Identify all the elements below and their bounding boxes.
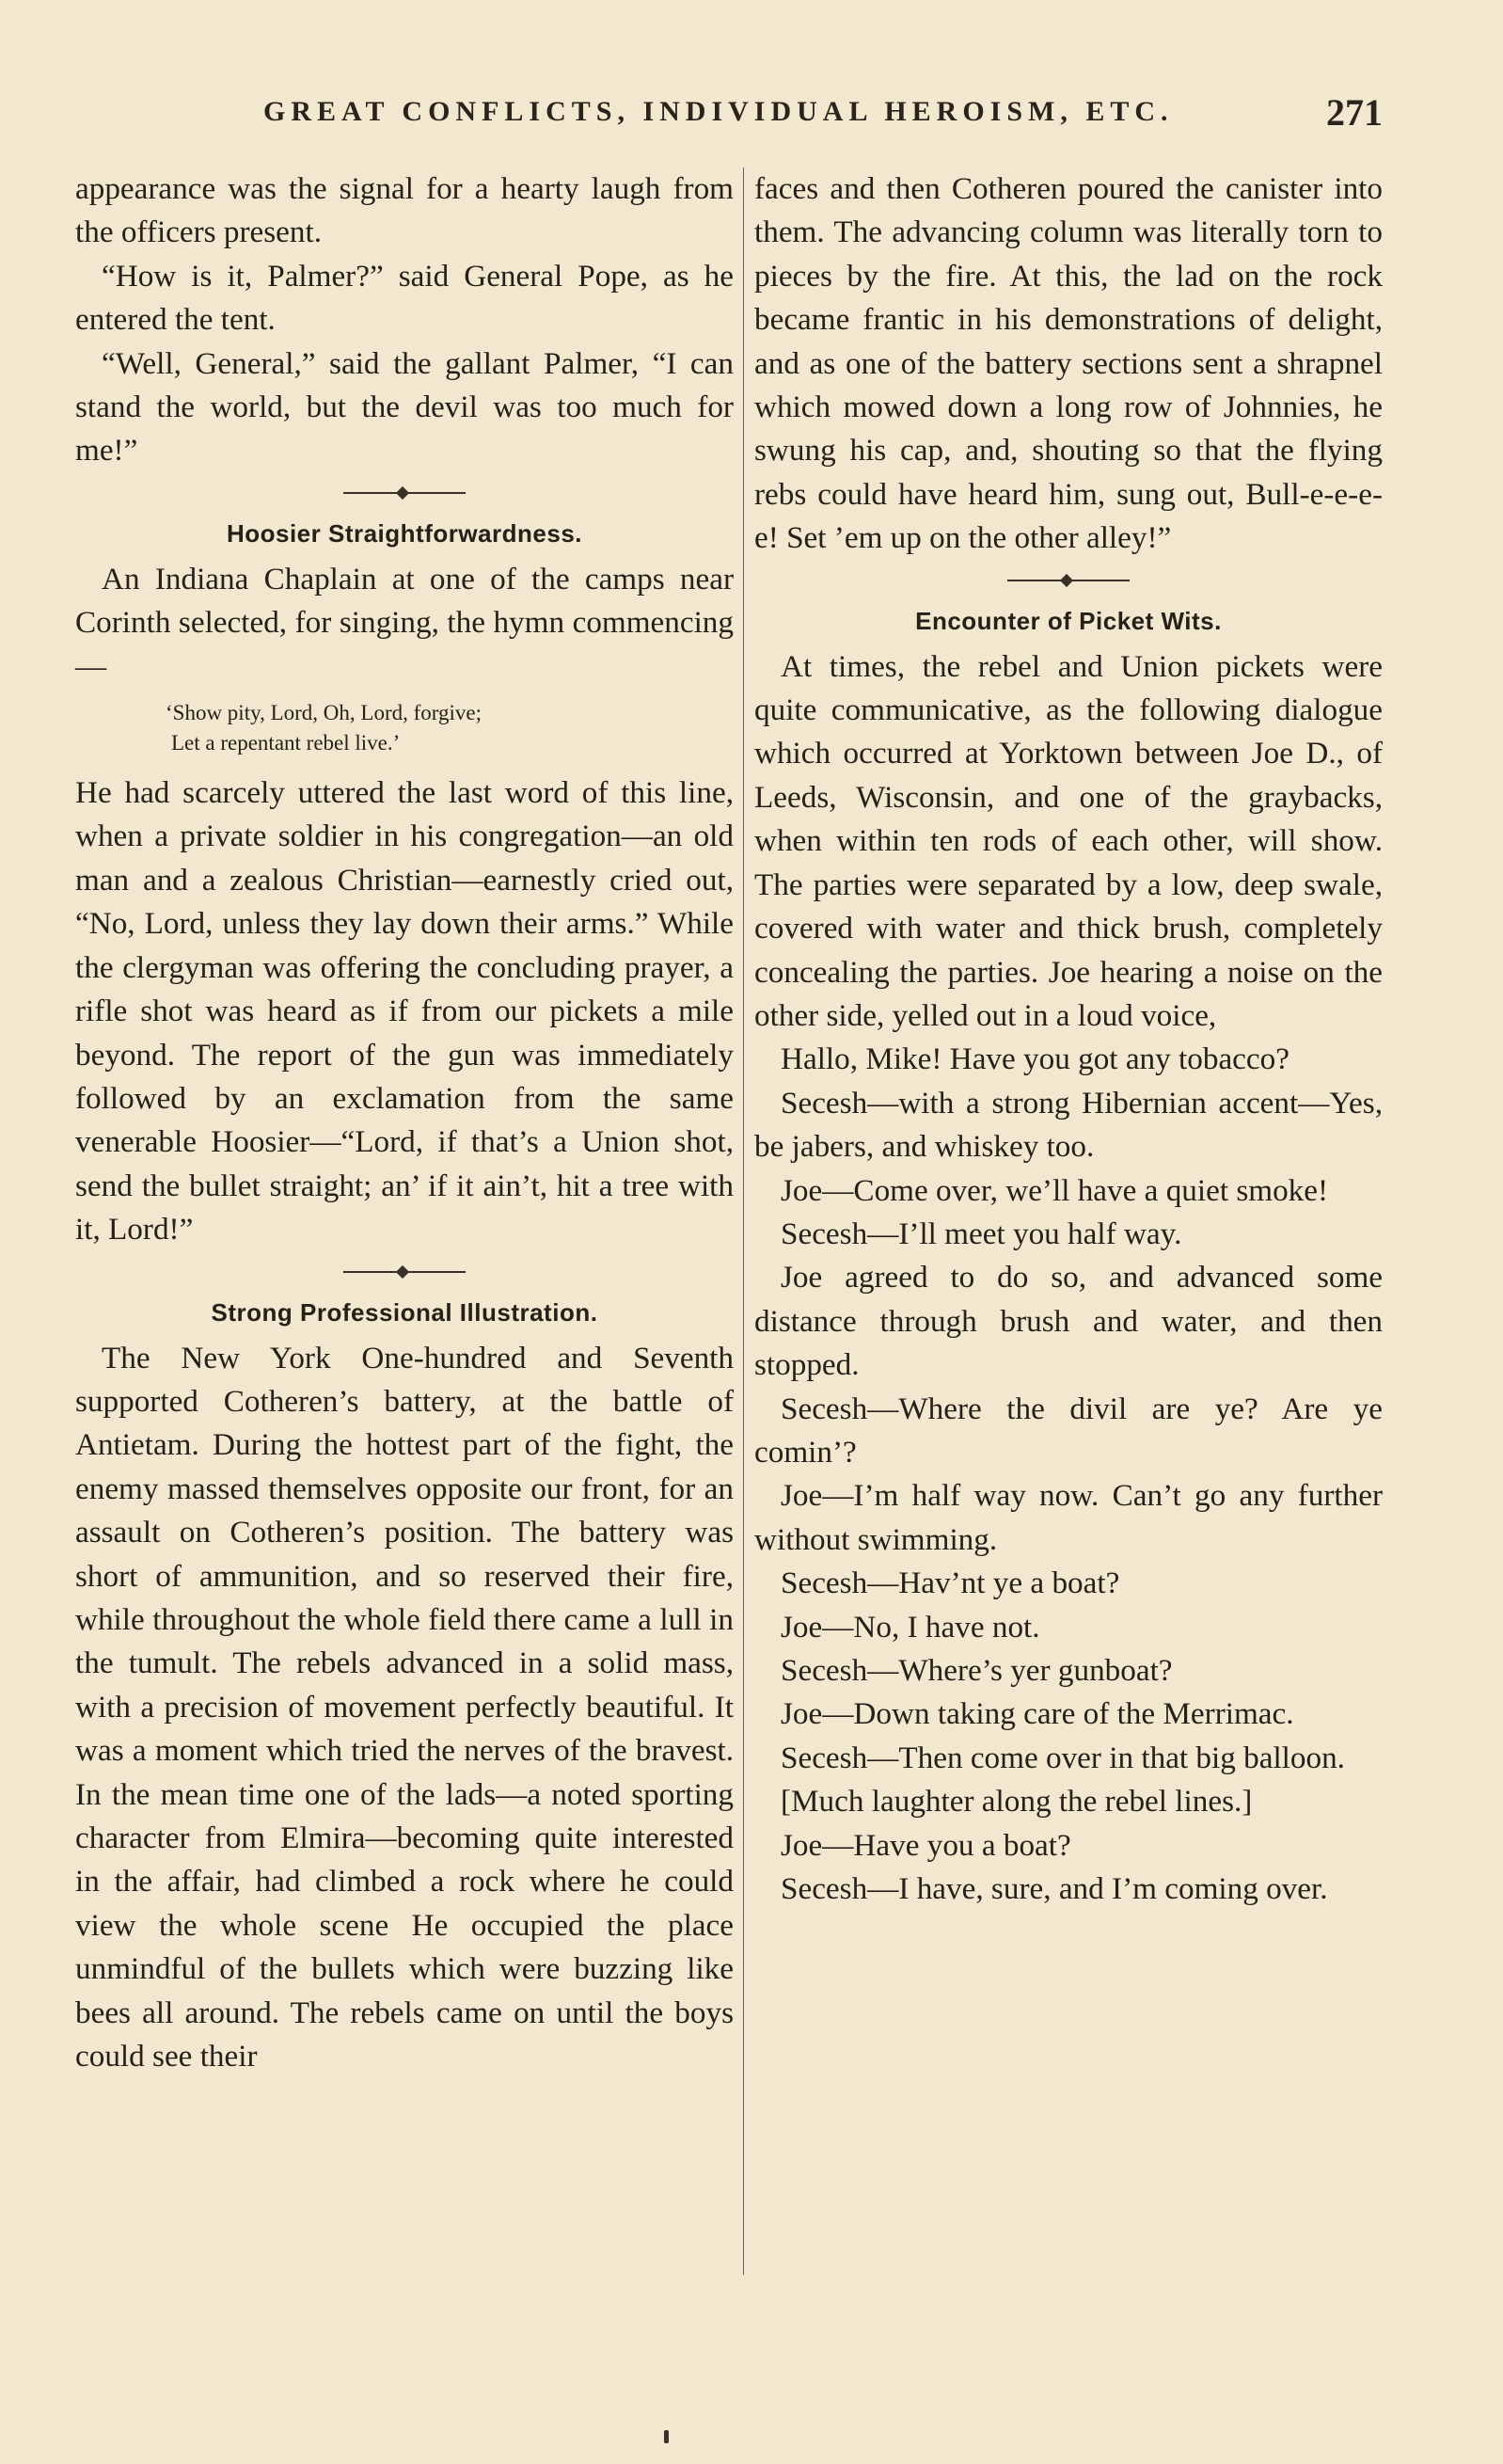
dialogue-line: Hallo, Mike! Have you got any tobacco? — [781, 1041, 1289, 1077]
dialogue-line: Joe—Come over, we’ll have a quiet smoke! — [781, 1172, 1329, 1208]
print-mark — [664, 2430, 669, 2443]
left-column — [75, 167, 734, 2078]
paragraph: appearance was the signal for a hearty laugh from the officers present. — [75, 171, 734, 250]
section-heading: Hoosier Straightforwardness. — [226, 518, 583, 548]
column-rule — [743, 167, 744, 2275]
running-head: GREAT CONFLICTS, INDIVIDUAL HEROISM, ETC. — [263, 96, 1174, 127]
paragraph: “Well, General,” said the gallant Palmer, “I can stand the world, but the devil was too much for me!” — [75, 345, 734, 469]
section-heading: Encounter of Picket Wits. — [915, 606, 1222, 635]
section-separator — [343, 477, 466, 509]
paragraph: The New York One-hundred and Seventh supported Cotheren’s battery, at the battle of Antietam. During the hottest part of the fight, the enemy massed themselves opposite our front, for an assault on Cotheren’s position. The battery was short of ammunition, and so reserved their fire, while throughout the whole field there came a lull in the tumult. The rebels advanced in a solid mass, with a precision of movement perfectly beautiful. It was a moment which tried the nerves of the bravest. In the mean time one of the lads—a noted sporting character from Elmira—becoming quite interested in the affair, had climbed a rock where he could view the whole scene He occupied the place unmindful of the bullets which were buzzing like bees all around. The rebels came on until the boys could see their — [75, 1340, 734, 2075]
right-column — [754, 167, 1383, 1911]
paragraph: At times, the rebel and Union pickets were quite communicative, as the following dialogue which occurred at Yorktown between Joe D., of Leeds, Wisconsin, and one of the graybacks, when within ten rods of each other, will show. The parties were separated by a low, deep swale, covered with water and thick brush, completely concealing the parties. Joe hearing a noise on the other side, yelled out in a loud voice, — [754, 648, 1383, 1033]
dialogue-line: Joe—Down taking care of the Merrimac. — [781, 1696, 1294, 1732]
dialogue-line: Joe agreed to do so, and advanced some distance through brush and water, and then stopped. — [754, 1260, 1383, 1383]
dialogue-line: Joe—No, I have not. — [781, 1609, 1040, 1645]
dialogue-line: Secesh—with a strong Hibernian accent—Yes, be jabers, and whiskey too. — [754, 1085, 1383, 1165]
dialogue-line: Secesh—Where’s yer gunboat? — [781, 1653, 1173, 1688]
section-heading: Strong Professional Illustration. — [211, 1297, 598, 1327]
section-separator — [343, 1256, 466, 1288]
paragraph: faces and then Cotheren poured the canister into them. The advancing column was literally torn to pieces by the fire. At this, the lad on the rock became frantic in his demonstrations of delight, and as one of the battery sections sent a shrapnel which mowed down a long row of Johnnies, he swung his cap, and, shouting so that the flying rebs could have heard him, sung out, Bull-e-e-e-e! Set ’em up on the other alley!” — [754, 171, 1383, 556]
paragraph: “How is it, Palmer?” said General Pope, as he entered the tent. — [75, 258, 734, 338]
paragraph: An Indiana Chaplain at one of the camps near Corinth selected, for singing, the hymn commencing— — [75, 561, 734, 684]
verse-line: ‘Show pity, Lord, Oh, Lord, forgive; — [166, 701, 483, 725]
dialogue-line: Joe—I’m half way now. Can’t go any further without swimming. — [754, 1478, 1383, 1557]
dialogue-line: Joe—Have you a boat? — [781, 1827, 1071, 1863]
page-header — [75, 90, 1383, 147]
dialogue-line: Secesh—Where the divil are ye? Are ye comin’? — [754, 1391, 1383, 1470]
verse-line: Let a repentant rebel live.’ — [171, 731, 401, 755]
dialogue-line: Secesh—Hav’nt ye a boat? — [781, 1566, 1120, 1601]
paragraph: He had scarcely uttered the last word of this line, when a private soldier in his congregation—an old man and a zealous Christian—earnestly cried out, “No, Lord, unless they lay down their arms.” While the clergyman was offering the concluding prayer, a rifle shot was heard as if from our pickets a mile beyond. The report of the gun was immediately followed by an exclamation from the same venerable Hoosier—“Lord, if that’s a Union shot, send the bullet straight; an’ if it ain’t, hit a tree with it, Lord!” — [75, 775, 734, 1248]
dialogue-line: Secesh—I’ll meet you half way. — [781, 1216, 1182, 1251]
dialogue-line: [Much laughter along the rebel lines.] — [781, 1784, 1253, 1820]
page-number: 271 — [1326, 91, 1383, 134]
dialogue-line: Secesh—I have, sure, and I’m coming over. — [781, 1871, 1328, 1907]
dialogue-line: Secesh—Then come over in that big balloon. — [781, 1740, 1345, 1775]
section-separator — [1007, 564, 1130, 596]
hymn-verse — [75, 698, 734, 758]
